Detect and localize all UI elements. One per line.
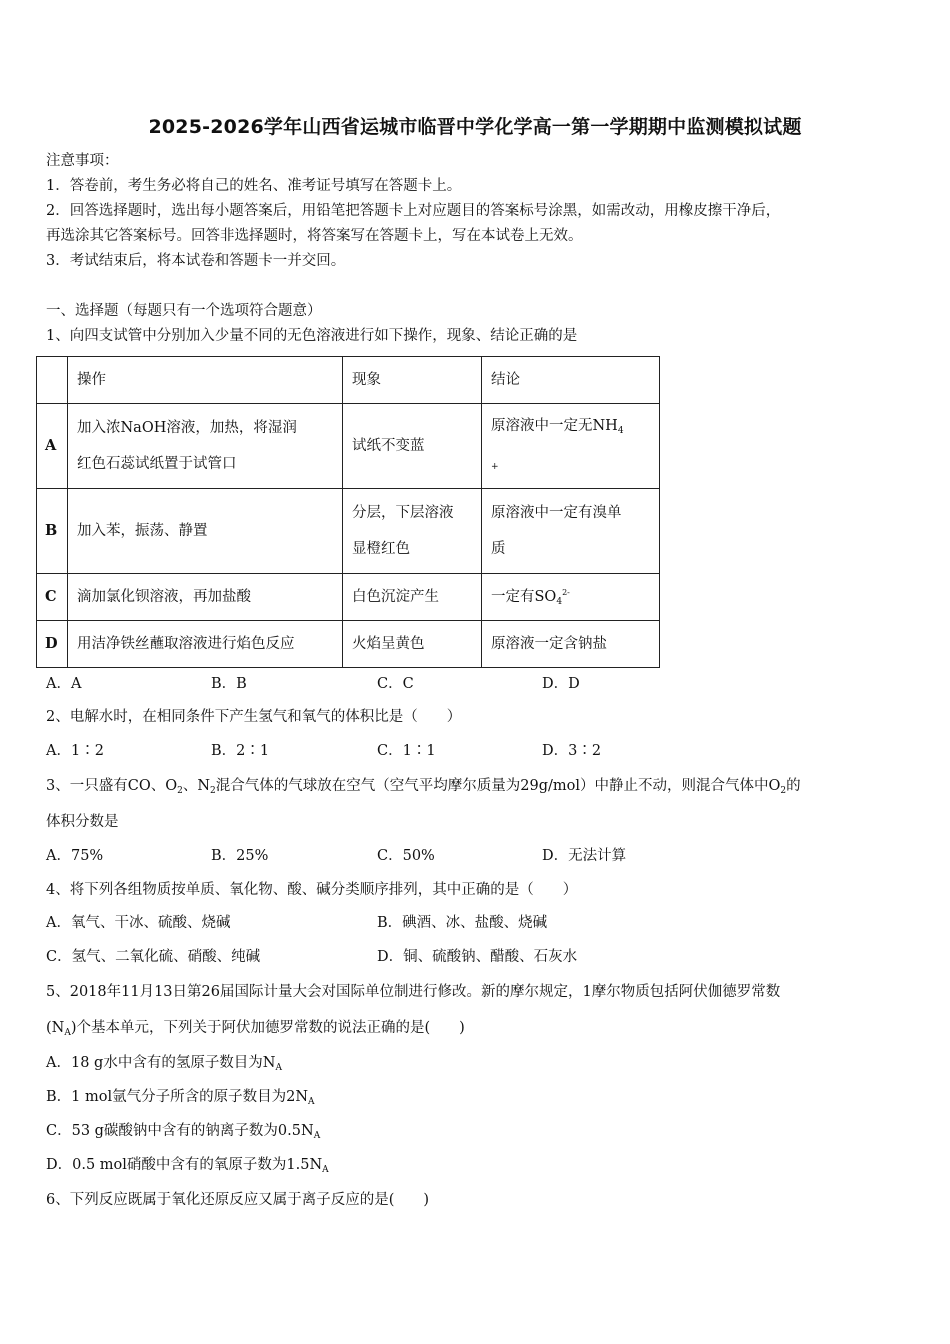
q3-stem-b: 、N — [182, 778, 211, 794]
q1-option-a[interactable]: A．A — [46, 676, 82, 692]
q6-stem: 6、下列反应既属于氧化还原反应又属于离子反应的是( ) — [46, 1192, 430, 1208]
q3-sub-o2b: 2 — [780, 786, 787, 796]
table-header-blank — [37, 357, 68, 404]
table-header-concl: 结论 — [482, 357, 660, 404]
row-op: 滴加氯化钡溶液，再加盐酸 — [68, 574, 343, 621]
notice-heading: 注意事项： — [46, 153, 119, 169]
q5-option-c-text: C．53 g碳酸钠中含有的钠离子数为0.5N — [46, 1123, 314, 1139]
phen-line-1: 分层，下层溶液 — [352, 505, 454, 521]
q5-option-d-sub: A — [322, 1165, 329, 1175]
q4-option-c[interactable]: C．氢气、二氧化硫、硝酸、纯碱 — [46, 949, 261, 965]
section-heading: 一、选择题（每题只有一个选项符合题意） — [46, 303, 322, 319]
q5-option-b-text: B．1 mol氩气分子所含的原子数目为2N — [46, 1089, 309, 1105]
table-row-d — [37, 621, 660, 668]
q2-stem: 2、电解水时，在相同条件下产生氢气和氧气的体积比是（ ） — [46, 709, 462, 725]
row-phen — [343, 489, 482, 574]
q5-option-c[interactable] — [46, 1122, 320, 1145]
q3-option-c[interactable]: C．50% — [377, 848, 435, 864]
q1-table — [36, 356, 660, 668]
q5-option-a[interactable] — [46, 1054, 282, 1077]
q4-option-d[interactable]: D．铜、硫酸钠、醋酸、石灰水 — [377, 949, 578, 965]
row-concl: 原溶液一定含钠盐 — [482, 621, 660, 668]
q4-option-a[interactable]: A．氧气、干冰、硫酸、烧碱 — [46, 915, 231, 931]
q3-option-a[interactable]: A．75% — [46, 848, 104, 864]
q3-option-d[interactable]: D．无法计算 — [542, 848, 627, 864]
row-letter: A — [37, 404, 68, 489]
table-row-c — [37, 574, 660, 621]
q3-sub-n2: 2 — [210, 786, 216, 796]
row-letter: B — [37, 489, 68, 574]
row-concl — [482, 489, 660, 574]
q5-stem-2a: (N — [46, 1020, 65, 1036]
q5-option-c-sub: A — [313, 1131, 321, 1141]
row-letter: C — [37, 574, 68, 621]
concl-line-2: + — [491, 461, 499, 472]
table-row-b — [37, 489, 660, 574]
notice-item-1: 1．答卷前，考生务必将自己的姓名、准考证号填写在答题卡上。 — [46, 178, 462, 194]
q5-stem-line-2 — [46, 1019, 465, 1042]
q3-stem-line-2: 体积分数是 — [46, 814, 119, 830]
row-op: 用洁净铁丝蘸取溶液进行焰色反应 — [68, 621, 343, 668]
concl-line-2: 质 — [491, 541, 506, 557]
row-concl — [482, 404, 660, 489]
q2-option-c[interactable]: C．1∶1 — [377, 743, 436, 759]
q5-stem-line-1: 5、2018年11月13日第26届国际计量大会对国际单位制进行修改。新的摩尔规定，1摩尔物质包括阿伏伽德罗常数 — [46, 984, 781, 1000]
q5-stem-2b: )个基本单元，下列关于阿伏加德罗常数的说法正确的是( ) — [70, 1020, 465, 1036]
q5-stem-sub: A — [64, 1028, 71, 1038]
notice-item-2a: 2．回答选择题时，选出每小题答案后，用铅笔把答题卡上对应题目的答案标号涂黑，如需改动，用橡皮擦干净后， — [46, 203, 781, 219]
row-op — [68, 404, 343, 489]
table-header-op: 操作 — [68, 357, 343, 404]
concl-line-1: 原溶液中一定有溴单 — [491, 505, 622, 521]
q1-option-c[interactable]: C．C — [377, 676, 414, 692]
q5-option-a-sub: A — [275, 1063, 282, 1073]
q5-option-d[interactable] — [46, 1156, 329, 1179]
concl-sub: 4 — [617, 425, 624, 436]
phen-line-2: 显橙红色 — [352, 541, 410, 557]
concl-text: 原溶液中一定无NH — [491, 417, 618, 434]
table-row-a — [37, 404, 660, 489]
notice-item-2b: 再选涂其它答案标号。回答非选择题时，将答案写在答题卡上，写在本试卷上无效。 — [46, 228, 583, 244]
row-phen: 火焰呈黄色 — [343, 621, 482, 668]
concl-sup: 2- — [562, 587, 570, 597]
q2-option-b[interactable]: B．2∶1 — [211, 743, 270, 759]
q5-option-a-text: A．18 g水中含有的氢原子数目为N — [46, 1055, 276, 1071]
q3-stem-c: 混合气体的气球放在空气（空气平均摩尔质量为29g/mol）中静止不动，则混合气体中O — [215, 778, 781, 794]
op-line-1: 加入浓NaOH溶液，加热，将湿润 — [77, 420, 297, 436]
q5-option-b-sub: A — [308, 1097, 315, 1107]
q2-option-d[interactable]: D．3∶2 — [542, 743, 602, 759]
q5-option-b[interactable] — [46, 1088, 315, 1111]
notice-item-3: 3．考试结束后，将本试卷和答题卡一并交回。 — [46, 253, 346, 269]
op-line-2: 红色石蕊试纸置于试管口 — [77, 456, 237, 472]
exam-title: 2025-2026学年山西省运城市临晋中学化学高一第一学期期中监测模拟试题 — [148, 116, 802, 138]
q1-option-b[interactable]: B．B — [211, 676, 247, 692]
row-phen: 试纸不变蓝 — [343, 404, 482, 489]
table-header-phen: 现象 — [343, 357, 482, 404]
q3-stem-d: 的 — [786, 778, 801, 794]
q4-stem: 4、将下列各组物质按单质、氧化物、酸、碱分类顺序排列，其中正确的是（ ） — [46, 882, 578, 898]
q3-option-b[interactable]: B．25% — [211, 848, 269, 864]
q3-sub-o2: 2 — [177, 786, 183, 796]
q1-option-d[interactable]: D．D — [542, 676, 580, 692]
concl-sub: 4 — [556, 596, 563, 607]
row-concl — [482, 574, 660, 621]
row-letter: D — [37, 621, 68, 668]
q1-stem: 1、向四支试管中分别加入少量不同的无色溶液进行如下操作，现象、结论正确的是 — [46, 328, 578, 344]
q3-stem-a: 3、一只盛有CO、O — [46, 778, 178, 794]
q3-stem — [46, 777, 801, 800]
table-header-row — [37, 357, 660, 404]
q2-option-a[interactable]: A．1∶2 — [46, 743, 104, 759]
q5-option-d-text: D．0.5 mol硝酸中含有的氧原子数为1.5N — [46, 1157, 323, 1173]
row-op: 加入苯，振荡、静置 — [68, 489, 343, 574]
concl-text: 一定有SO — [491, 588, 557, 605]
row-phen: 白色沉淀产生 — [343, 574, 482, 621]
q4-option-b[interactable]: B．碘酒、冰、盐酸、烧碱 — [377, 915, 548, 931]
